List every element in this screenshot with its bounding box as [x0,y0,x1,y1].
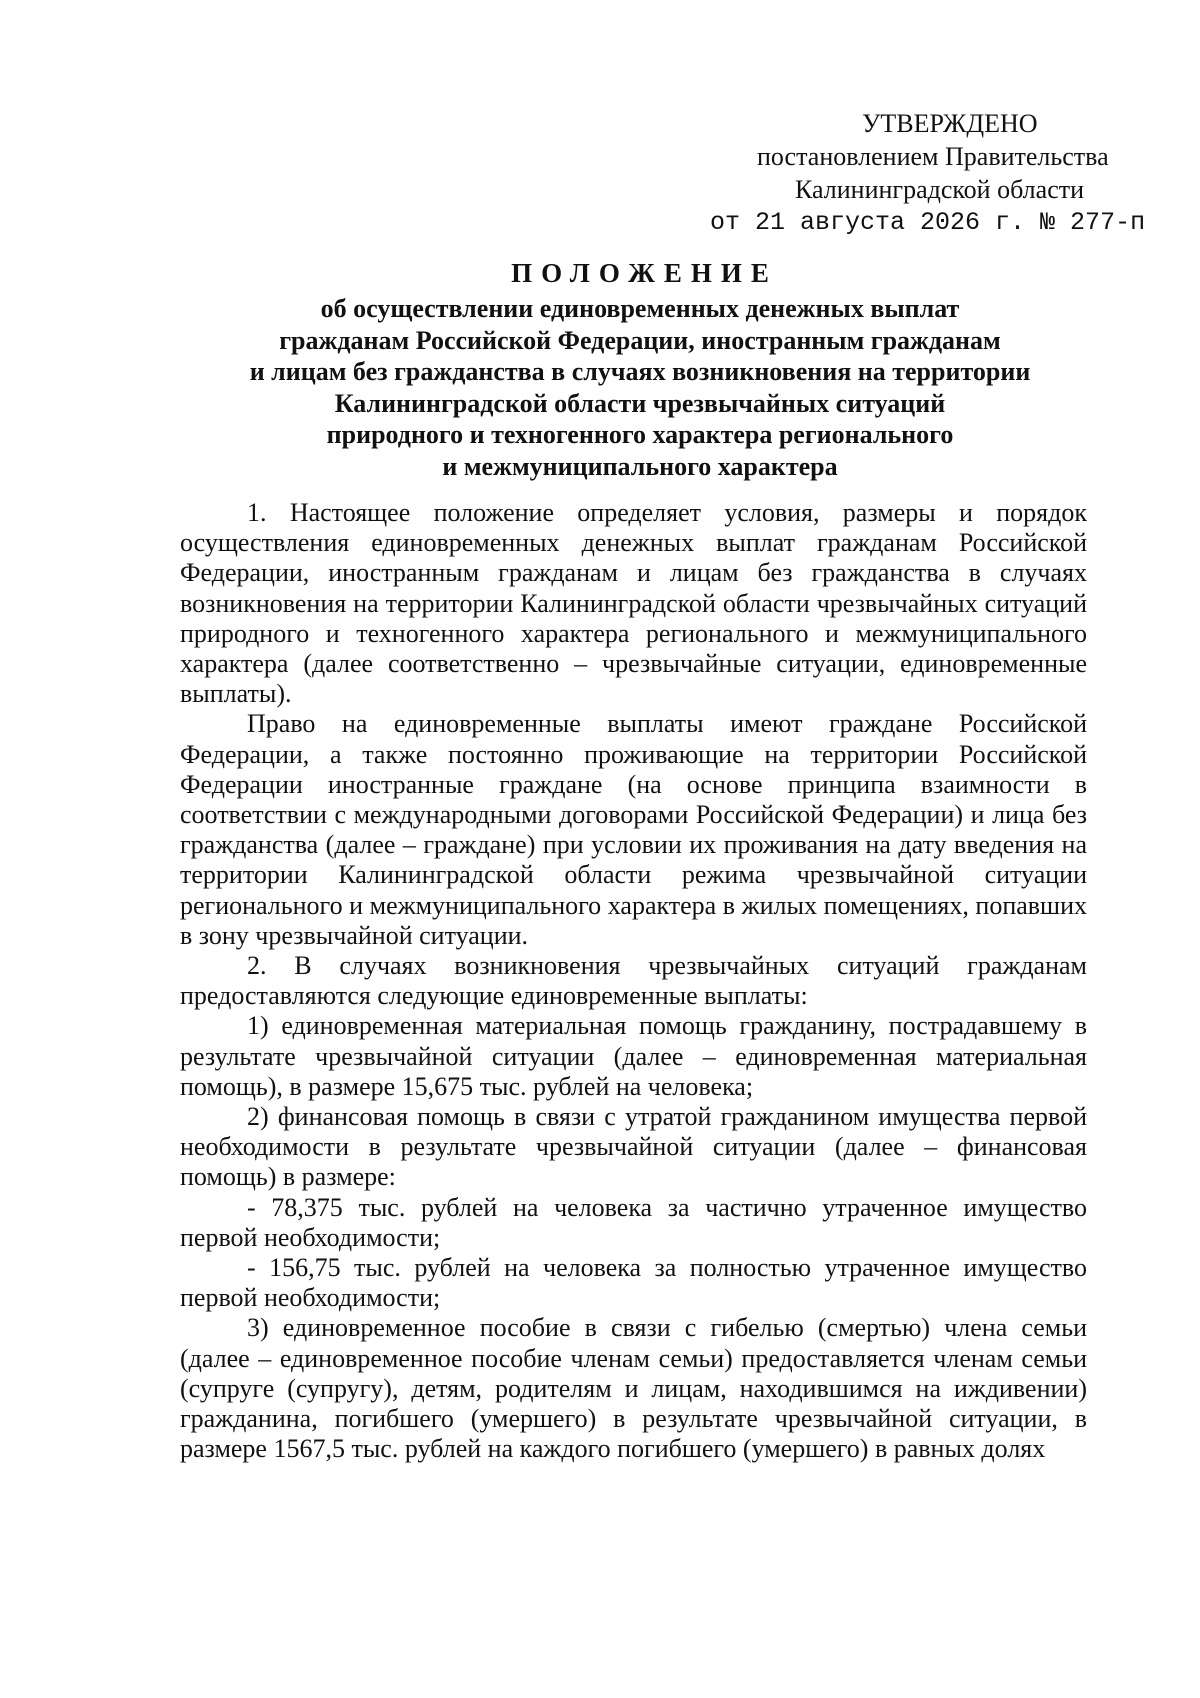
approval-stamp [690,107,1170,239]
document-subtitle-line: об осуществлении единовременных денежных выплат [320,294,960,323]
paragraph: 2) финансовая помощь в связи с утратой гражданином имущества первой необходимости в результате чрезвычайной ситуации (далее – финансовая помощь) в размере: [180,1102,1087,1192]
paragraph: 1. Настоящее положение определяет условия, размеры и порядок осуществления единовременных денежных выплат гражданам Российской Федерации, иностранным гражданам и лицам без гражданства в случаях возникновения на территории Калининградской области чрезвычайных ситуаций природного и техногенного характера регионального и межмуниципального характера (далее соответственно – чрезвычайные ситуации, единовременные выплаты). [180,498,1087,709]
paragraph: 2. В случаях возникновения чрезвычайных ситуаций гражданам предоставляются следующие единовременные выплаты: [180,951,1087,1011]
approval-line: Калининградской области [795,175,1085,204]
paragraph: 3) единовременное пособие в связи с гибелью (смертью) члена семьи (далее – единовременное пособие членам семьи) предоставляется членам семьи (супруге (супругу), детям, родителям и лицам, находившимся на иждивении) гражданина, погибшего (умершего) в результате чрезвычайной ситуации, в размере 1567,5 тыс. рублей на каждого погибшего (умершего) в равных долях [180,1313,1087,1464]
paragraph: 1) единовременная материальная помощь гражданину, пострадавшему в результате чрезвычайной ситуации (далее – единовременная материальная помощь), в размере 15,675 тыс. рублей на человека; [180,1011,1087,1101]
approval-line: постановлением Правительства [757,142,1109,171]
document-body [180,498,1087,1465]
document-subtitle-line: и лицам без гражданства в случаях возникновения на территории [249,357,1031,386]
approval-date-number: от 21 августа 2026 г. № 277-п [710,208,1146,237]
document-subtitle-line: Калининградской области чрезвычайных ситуаций [334,388,946,418]
paragraph: - 78,375 тыс. рублей на человека за частично утраченное имущество первой необходимости; [180,1192,1087,1252]
paragraph: - 156,75 тыс. рублей на человека за полностью утраченное имущество первой необходимости; [180,1253,1087,1313]
document-subtitle-line: гражданам Российской Федерации, иностранным гражданам [279,325,1001,355]
document-subtitle-line: и межмуниципального характера [442,451,838,481]
paragraph: Право на единовременные выплаты имеют граждане Российской Федерации, а также постоянно проживающие на территории Российской Федерации иностранные граждане (на основе принципа взаимности в соответствии с международными договорами Российской Федерации) и лица без гражданства (далее – граждане) при условии их проживания на дату введения на территории Калининградской области режима чрезвычайной ситуации регионального и межмуниципального характера в жилых помещениях, попавших в зону чрезвычайной ситуации. [180,709,1087,950]
document-title-block [180,253,1100,482]
document-title: ПОЛОЖЕНИЕ [511,258,778,288]
document-subtitle-line: природного и техногенного характера регионального [326,420,954,449]
approval-heading: УТВЕРЖДЕНО [862,109,1038,138]
